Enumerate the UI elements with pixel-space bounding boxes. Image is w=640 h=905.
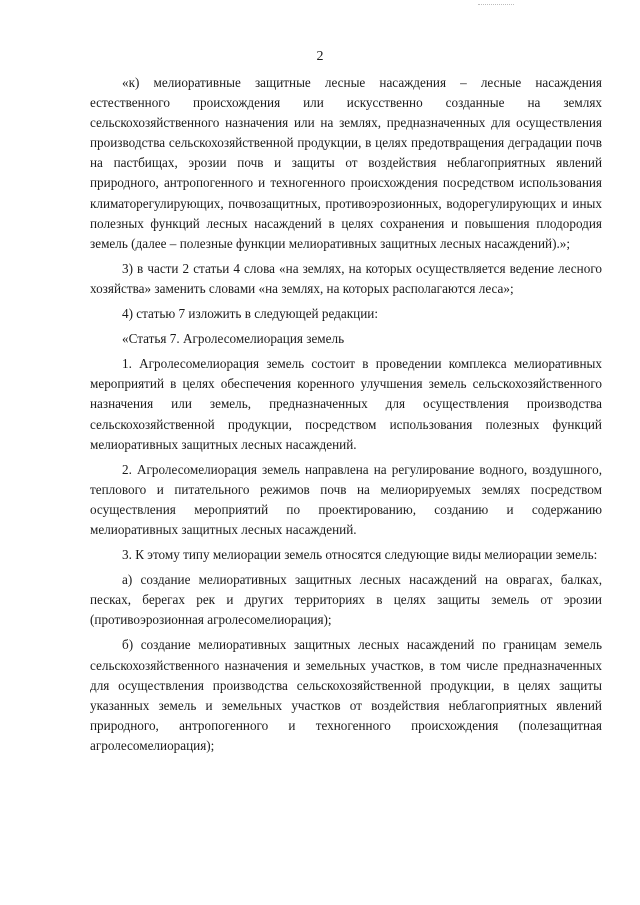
article-heading: «Статья 7. Агролесомелиорация земель	[122, 331, 345, 347]
paragraph-definition-k: «к) мелиоративные защитные лесные насаждения – лесные насаждения естественного происхождения или искусственно созданные на землях сельскохозяйственного назначения или на землях, предназначенных для осуществления производства сельскохозяйственной продукции, в целях предотвращения деградации почв на пастбищах, эрозии почв и защиты от воздействия неблагоприятных явлений природного, антропогенного и техногенного происхождения посредством использования климатoрегулирующих, почвозащитных, противоэрозионных, водорегулирующих и иных полезных функций лесных насаждений в целях сохранения и повышения плодородия земель (далее – полезные функции мелиоративных защитных лесных насаждений).»;	[90, 75, 602, 251]
paragraph-subitem-a: а) создание мелиоративных защитных лесных насаждений на оврагах, балках, песках, берегах рек и других территориях в целях защиты земель от эрозии (противоэрозионная агролесомелиорация);	[90, 572, 602, 628]
scan-artifact	[478, 4, 514, 5]
paragraph-item-4: 4) статью 7 изложить в следующей редакции:	[122, 306, 378, 322]
paragraph-item-3: 3) в части 2 статьи 4 слова «на землях, на которых осуществляется ведение лесного хозяйства» заменить словами «на землях, на которых располагаются леса»;	[90, 260, 602, 296]
document-body	[90, 73, 602, 761]
paragraph-article-part-3: 3. К этому типу мелиорации земель относятся следующие виды мелиорации земель:	[122, 547, 598, 563]
paragraph-subitem-b: б) создание мелиоративных защитных лесных насаждений по границам земель сельскохозяйственного назначения и земельных участков, в том числе предназначенных для осуществления производства сельскохозяйственной продукции, в целях защиты указанных земель и земельных участков от воздействия неблагоприятных явлений природного, антропогенного и техногенного происхождения (полезащитная агролесомелиорация);	[90, 637, 602, 753]
paragraph-article-part-1: 1. Агролесомелиорация земель состоит в проведении комплекса мелиоративных мероприятий в целях обеспечения коренного улучшения земель сельскохозяйственного назначения или земель, предназначенных для осуществления производства сельскохозяйственной продукции, посредством использования полезных функций мелиоративных защитных лесных насаждений.	[90, 356, 602, 452]
paragraph-article-part-2: 2. Агролесомелиорация земель направлена на регулирование водного, воздушного, теплового и питательного режимов почв на мелиорируемых землях посредством осуществления мероприятий по проектированию, созданию и содержанию мелиоративных защитных лесных насаждений.	[90, 461, 602, 537]
page-number: 2	[316, 49, 324, 64]
